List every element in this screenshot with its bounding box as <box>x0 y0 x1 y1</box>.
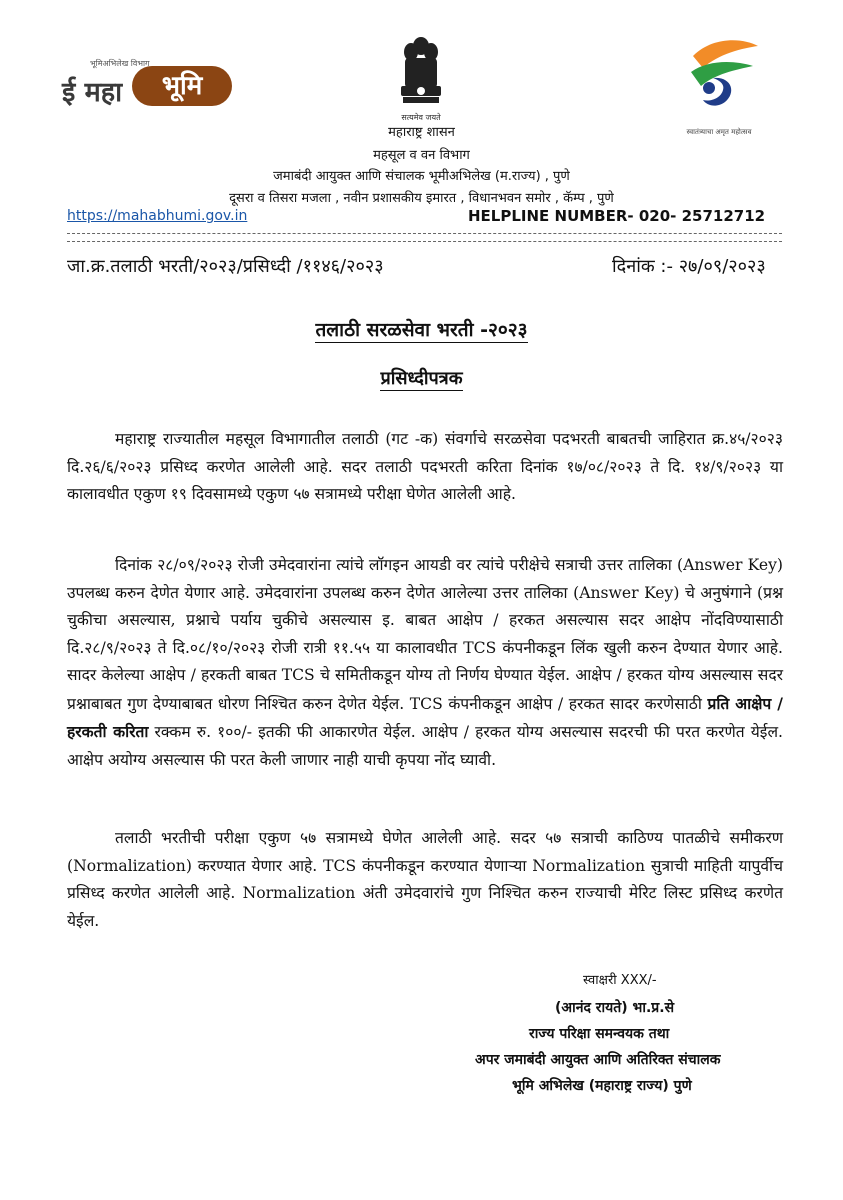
header-line-government: महाराष्ट्र शासन <box>388 125 455 140</box>
divider-dashed-top <box>67 233 782 234</box>
paragraph-1: महाराष्ट्र राज्यातील महसूल विभागातील तलाठी (गट -क) संवर्गाचे सरळसेवा पदभरती बाबतची जाहिरात क्र.४५/२०२३ दि.२६/६/२०२३ प्रसिध्द करणेत आलेली आहे. सदर तलाठी पदभरती करिता दिनांक १७/०८/२०२३ ते दि. १४/९/२०२३ या कालावधीत एकुण १९ दिवसामध्ये एकुण ५७ सत्रामध्ये परीक्षा घेणेत आलेली आहे. <box>67 430 783 503</box>
header-line-office: जमाबंदी आयुक्त आणि संचालक भूमीअभिलेख (म.राज्य) , पुणे <box>273 169 570 184</box>
document-title-text: तलाठी सरळसेवा भरती -२०२३ <box>315 319 528 341</box>
document-subtitle-text: प्रसिध्दीपत्रक <box>380 368 463 389</box>
helpline-number: HELPLINE NUMBER- 020- 25712712 <box>468 207 766 225</box>
document-date: दिनांक :- २७/०९/२०२३ <box>612 256 766 277</box>
header-line-department: महसूल व वन विभाग <box>373 148 470 163</box>
website-link[interactable]: https://mahabhumi.gov.in <box>67 208 248 224</box>
paragraph-2-part-b: रक्कम रु. १००/- इतकी फी आकारणेत येईल. आक्षेप / हरकत योग्य असल्यास सदरची फी परत करणेत येईल. आक्षेप अयोग्य असल्यास फी परत केली जाणार नाही याची कृपया नोंद घ्यावी. <box>67 723 783 769</box>
divider-dashed-bottom <box>67 241 782 242</box>
signature-line: स्वाक्षरी XXX/- <box>583 973 657 988</box>
emblem-motto: सत्यमेव जयते <box>401 113 441 122</box>
logo-bhumi-badge: भूमि <box>132 66 232 106</box>
signatory-title-2: अपर जमाबंदी आयुक्त आणि अतिरिक्त संचालक <box>475 1052 721 1068</box>
logo-right-tagline: स्वातंत्र्याचा अमृत महोत्सव <box>686 128 752 136</box>
signatory-title-1: राज्य परिक्षा समन्वयक तथा <box>529 1026 670 1042</box>
mahabhumi-logo <box>62 58 222 128</box>
document-subtitle <box>0 366 843 390</box>
reference-number: जा.क्र.तलाठी भरती/२०२३/प्रसिध्दी /११४६/२०२३ <box>67 256 384 277</box>
paragraph-2-bold: प्रति आक्षेप / हरकती करिता <box>67 693 783 741</box>
ashoka-emblem-icon <box>393 34 449 114</box>
paragraph-3: तलाठी भरतीची परीक्षा एकुण ५७ सत्रामध्ये घेणेत आलेली आहे. सदर ५७ सत्राची काठिण्य पातळीचे समीकरण (Normalization) करण्यात येणार आहे. TCS कंपनीकडून करण्यात येणाऱ्या Normalization सुत्राची माहिती यापुर्वीच प्रसिध्द करणेत आलेली आहे. Normalization अंती उमेदवारांचे गुण निश्चित करुन राज्याची मेरिट लिस्ट प्रसिध्द करणेत येईल. <box>67 829 783 930</box>
azadi-amrit-mahotsav-logo-icon <box>673 26 765 126</box>
paragraph-2-part-a: दिनांक २८/०९/२०२३ रोजी उमेदवारांना त्यांचे लॉगइन आयडी वर त्यांचे परीक्षेचे सत्राची उत्तर तालिका (Answer Key) उपलब्ध करुन देणेत येणार आहे. उमेदवारांना उपलब्ध करुन देणेत आलेल्या उत्तर तालिका (Answer Key) चे अनुषंगाने (प्रश्न चुकीचा असल्यास, प्रश्नाचे पर्याय चुकीचे असल्यास इ. बाबत आक्षेप / हरकत असल्यास सदर आक्षेप नोंदविण्यासाठी दि.२८/९/२०२३ ते दि.०८/१०/२०२३ रोजी रात्री ११.५५ या कालावधीत TCS कंपनीकडून लिंक खुली करुन देण्यात येणार आहे. सादर केलेल्या आक्षेप / हरकती बाबत TCS चे समितीकडून योग्य तो निर्णय घेण्यात येईल. आक्षेप / हरकत योग्य असल्यास सदर प्रश्नाबाबत गुण देण्याबाबत धोरण निश्चित करुन देणेत येईल. TCS कंपनीकडून आक्षेप / हरकत सादर करणेसाठी <box>67 556 783 713</box>
signatory-name: (आनंद रायते) भा.प्र.से <box>555 1000 675 1016</box>
header-line-address: दूसरा व तिसरा मजला , नवीन प्रशासकीय इमारत , विधानभवन समोर , कॅम्प , पुणे <box>229 191 614 206</box>
signatory-title-3: भूमि अभिलेख (महाराष्ट्र राज्य) पुणे <box>512 1078 692 1094</box>
document-title <box>0 316 843 342</box>
logo-tagline: भूमिअभिलेख विभाग <box>90 59 150 68</box>
paragraph-2 <box>67 552 783 774</box>
logo-ee-maha-text: ई महा <box>62 77 123 108</box>
